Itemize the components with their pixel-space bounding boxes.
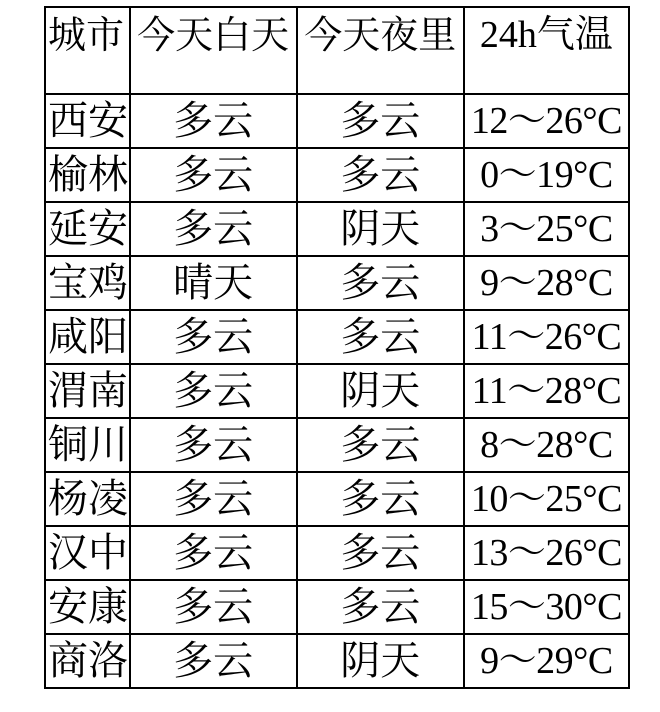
temp-range: 3～25°C [480,208,613,250]
city-name: 延安 [48,206,128,252]
night-weather: 多云 [340,422,421,468]
temp-cell [464,94,629,148]
temp-range: 10～25°C [470,478,622,520]
table-row [45,256,629,310]
temp-range: 8～28°C [480,424,613,466]
night-weather-cell [297,472,464,526]
day-weather-cell [130,202,297,256]
day-weather: 多云 [173,314,254,360]
temp-cell [464,256,629,310]
temp-range: 0～19°C [480,154,613,196]
header-temp-cell [464,7,629,94]
temp-range: 12～26°C [470,100,622,142]
night-weather-cell [297,256,464,310]
day-weather-cell [130,634,297,688]
city-name: 杨凌 [48,476,128,522]
temp-cell [464,202,629,256]
temp-cell [464,634,629,688]
table-header-row [45,7,629,94]
day-weather-cell [130,418,297,472]
temp-range: 15～30°C [470,586,622,628]
city-name: 渭南 [48,368,128,414]
night-weather: 阴天 [340,368,421,414]
header-city: 城市 [48,13,125,57]
day-weather-cell [130,148,297,202]
city-cell [45,364,130,418]
city-cell [45,580,130,634]
night-weather: 阴天 [340,638,421,684]
city-cell [45,418,130,472]
day-weather-cell [130,580,297,634]
city-name: 咸阳 [48,314,128,360]
city-cell [45,148,130,202]
city-name: 商洛 [48,638,128,684]
night-weather-cell [297,364,464,418]
day-weather: 晴天 [173,260,254,306]
day-weather: 多云 [173,206,254,252]
night-weather-cell [297,202,464,256]
night-weather-cell [297,526,464,580]
temp-cell [464,472,629,526]
temp-cell [464,418,629,472]
temp-cell [464,148,629,202]
night-weather: 多云 [340,152,421,198]
day-weather: 多云 [173,152,254,198]
day-weather-cell [130,472,297,526]
day-weather: 多云 [173,422,254,468]
night-weather: 多云 [340,98,421,144]
night-weather-cell [297,580,464,634]
temp-range: 11～28°C [471,370,622,412]
night-weather: 多云 [340,530,421,576]
day-weather: 多云 [173,530,254,576]
night-weather: 多云 [340,476,421,522]
day-weather-cell [130,526,297,580]
night-weather: 多云 [340,314,421,360]
temp-cell [464,580,629,634]
table-row [45,580,629,634]
city-name: 安康 [48,584,128,630]
table-row [45,202,629,256]
night-weather: 阴天 [340,206,421,252]
day-weather: 多云 [173,476,254,522]
temp-cell [464,310,629,364]
day-weather: 多云 [173,368,254,414]
day-weather: 多云 [173,638,254,684]
night-weather-cell [297,94,464,148]
city-cell [45,256,130,310]
table-row [45,418,629,472]
city-cell [45,94,130,148]
day-weather: 多云 [173,584,254,630]
temp-range: 9～29°C [480,640,613,682]
header-night-cell [297,7,464,94]
table-row [45,94,629,148]
temp-cell [464,526,629,580]
table-row [45,148,629,202]
header-day-cell [130,7,297,94]
night-weather: 多云 [340,584,421,630]
city-name: 榆林 [48,152,128,198]
city-cell [45,634,130,688]
weather-forecast-table [44,6,630,689]
day-weather-cell [130,364,297,418]
city-name: 宝鸡 [48,260,128,306]
city-name: 汉中 [48,530,128,576]
temp-range: 9～28°C [480,262,613,304]
city-cell [45,310,130,364]
header-city-cell [45,7,130,94]
city-name: 西安 [48,98,128,144]
temp-cell [464,364,629,418]
header-day: 今天白天 [137,13,290,57]
table-row [45,364,629,418]
table-row [45,634,629,688]
night-weather-cell [297,634,464,688]
city-name: 铜川 [48,422,128,468]
city-cell [45,472,130,526]
table-row [45,526,629,580]
day-weather-cell [130,94,297,148]
city-cell [45,526,130,580]
night-weather: 多云 [340,260,421,306]
temp-range: 13～26°C [470,532,622,574]
header-temp: 24h气温 [479,14,613,56]
temp-range: 11～26°C [471,316,622,358]
table-row [45,472,629,526]
day-weather: 多云 [173,98,254,144]
night-weather-cell [297,418,464,472]
header-night: 今天夜里 [304,13,457,57]
day-weather-cell [130,310,297,364]
night-weather-cell [297,148,464,202]
city-cell [45,202,130,256]
table-row [45,310,629,364]
night-weather-cell [297,310,464,364]
day-weather-cell [130,256,297,310]
